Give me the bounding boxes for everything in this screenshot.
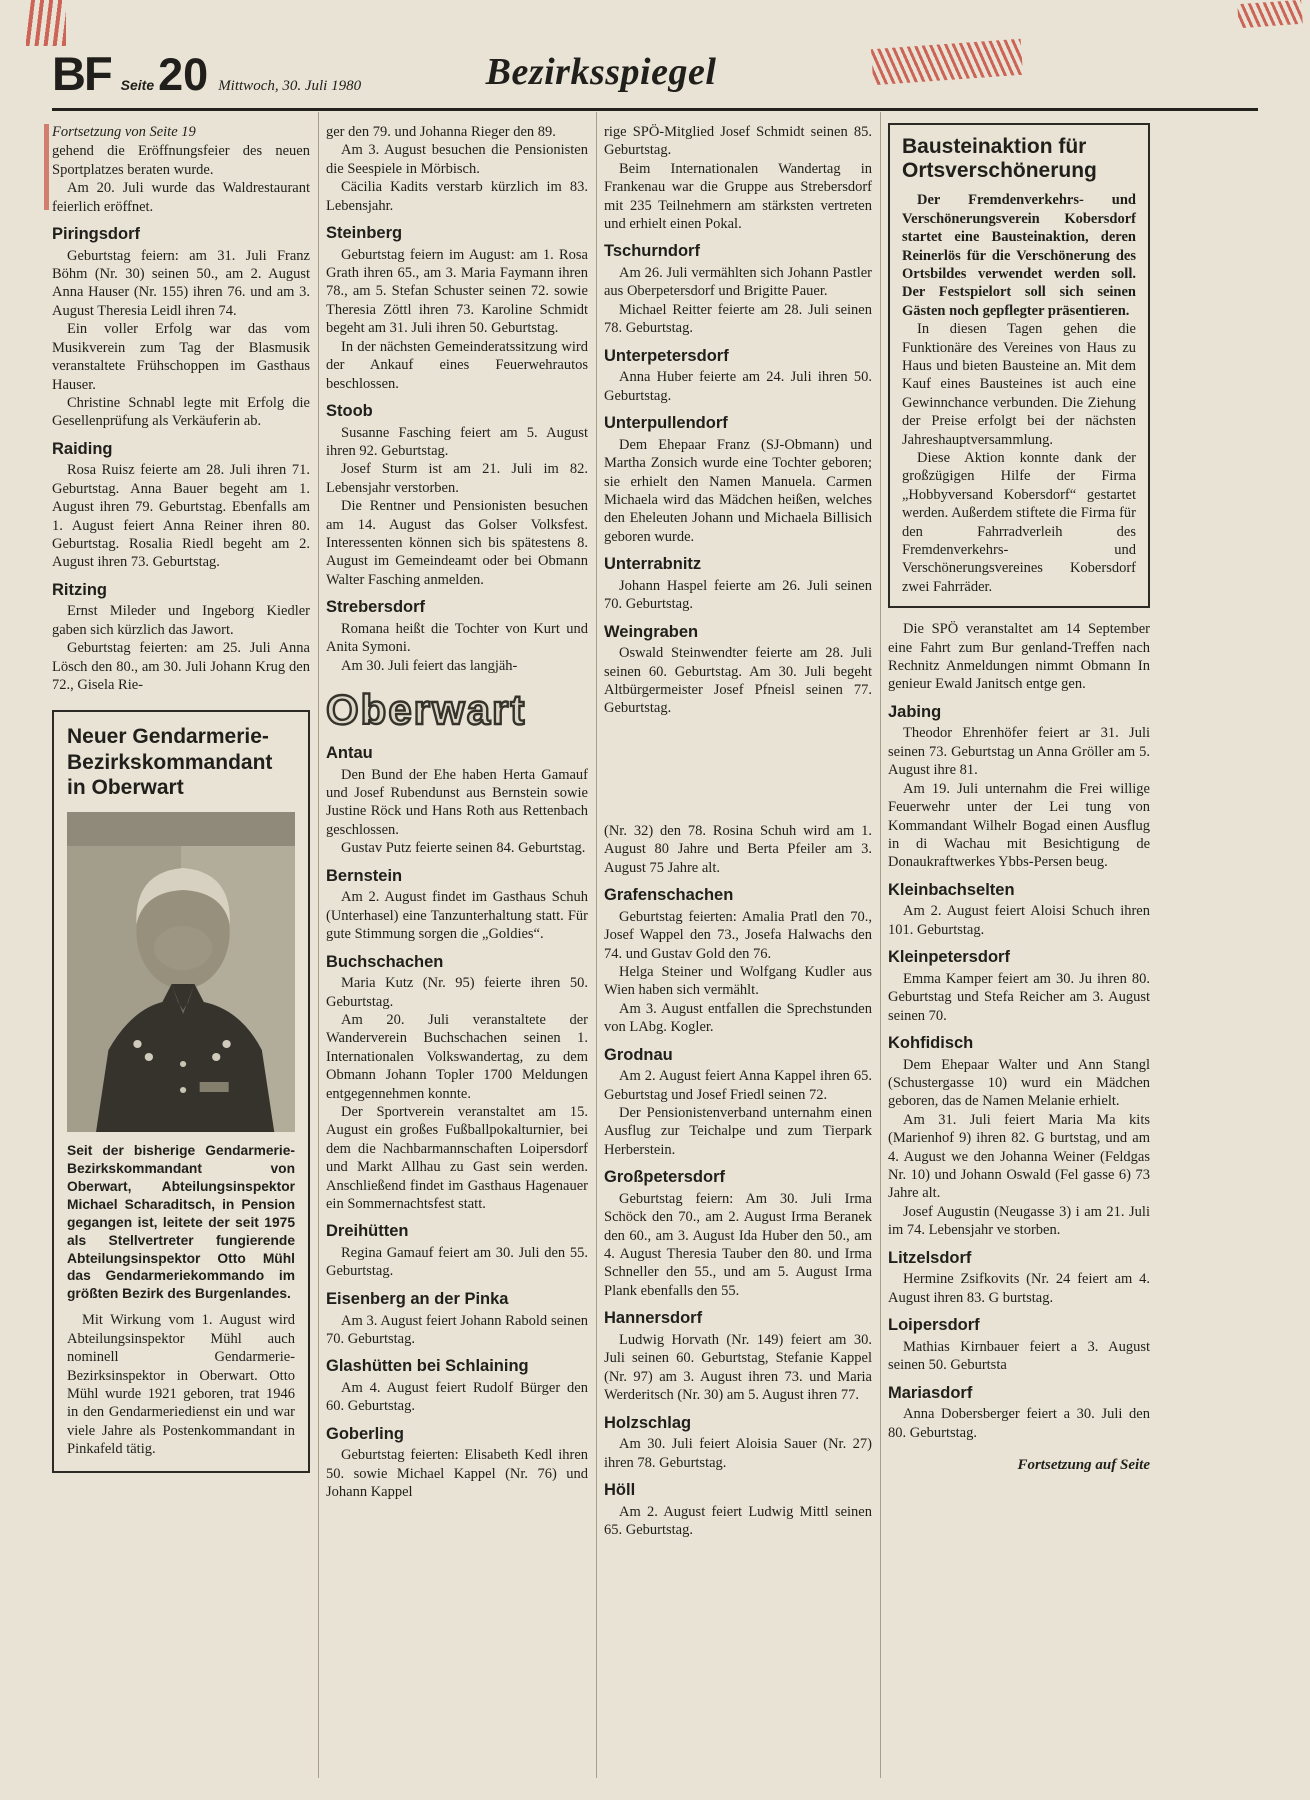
paragraph: gehend die Eröffnungsfeier des neuen Sportplatzes beraten wurde. — [52, 143, 310, 178]
article-title-line: in Oberwart — [67, 775, 184, 799]
masthead-rule — [52, 108, 1258, 111]
paragraph: ger den 79. und Johanna Rieger den 89. — [326, 124, 556, 140]
column-grid — [52, 123, 1258, 1539]
paragraph: Der Sportverein veranstaltet am 15. August ein großes Fußballpokalturnier, bei dem die Nachbarmannschaften Loipersdorf und Markt Allhau zu Gast sein werden. Anschließend findet im Gasthaus Hagenauer ein Sommernachtsfest statt. — [326, 1104, 588, 1213]
page-number: 20 — [158, 49, 209, 100]
section-heading: Unterpullendorf — [604, 414, 728, 433]
paragraph: Geburtstag feierten: Elisabeth Kedl ihren 50. sowie Michael Kappel (Nr. 76) und Johann Kappel — [326, 1447, 588, 1501]
paragraph: Gustav Putz feierte seinen 84. Geburtstag. — [341, 840, 586, 857]
section-heading: Großpetersdorf — [604, 1168, 726, 1187]
section-heading: Loipersdorf — [888, 1316, 980, 1335]
box-paragraph: In diesen Tagen gehen die Funktionäre des Vereines von Haus zu Haus und bieten Bausteine an. Mit dem Kauf eines Bausteines ist auch eine Gewinnchance verbunden. Die Ziehung der Preise erfolgt bei der nächsten Jahreshauptversammlung. — [902, 321, 1136, 448]
paragraph: Die Rentner und Pensionisten besuchen am 14. August das Golser Volksfest. Interessenten können sich bis spätestens 8. August im Gemeindeamt oder bei Obmann Walter Fasching anmelden. — [326, 498, 588, 588]
paragraph: Helga Steiner und Wolfgang Kudler aus Wien haben sich vermählt. — [604, 963, 872, 999]
paragraph: Am 20. Juli veranstaltete der Wanderverein Buchschachen seinen 1. Internationalen Volkswandertag, zu dem Obmann Johann Topler 1700 Meldungen entgegennehmen konnte. — [326, 1011, 588, 1102]
photo-caption: Seit der bisherige Gendarmerie-Bezirkskommandant von Oberwart, Abteilungsinspektor Michael Scharaditsch, in Pension gegangen ist, leitete der seit 1975 als Stellvertreter fungierende Abteilungsinspektor Otto Mühl das Gendarmeriekommando im größten Bezirk des Burgenlandes. — [67, 1143, 295, 1302]
box-title-line: Bausteinaktion für — [902, 135, 1087, 158]
masthead — [52, 47, 1258, 104]
paragraph: Am 31. Juli feiert Maria Ma kits (Marienhof 9) ihren 82. G burtstag, und am 4. August we den Johanna Weiner (Feldgas Nr. 10) und Johann Oswald (Fel gasse 6) 73 Jahre alt. — [888, 1111, 1150, 1202]
paragraph: Dem Ehepaar Franz (SJ-Obmann) und Martha Zonsich wurde eine Tochter geboren; sie erhielt den Namen Manuela. Carmen Michaela wird das Mädchen heißen, welches den Eheleuten Johann und Michaela Billisich geboren wurde. — [604, 436, 872, 545]
paragraph: Susanne Fasching feiert am 5. August ihren 92. Geburtstag. — [326, 424, 588, 459]
column-4 — [888, 123, 1150, 1490]
paper-logo: BF — [52, 47, 111, 100]
paragraph: Am 2. August feiert Ludwig Mittl seinen 65. Geburtstag. — [604, 1503, 872, 1538]
paragraph: Geburtstag feierten: Amalia Pratl den 70., Josef Wappel den 73., Josefa Halwachs den 74. und Gustav Gold den 76. — [604, 908, 872, 962]
paragraph: Regina Gamauf feiert am 30. Juli den 55. Geburtstag. — [326, 1245, 588, 1280]
section-heading: Litzelsdorf — [888, 1248, 972, 1267]
page-title: Bezirksspiegel — [485, 51, 717, 93]
paragraph: Am 2. August feiert Anna Kappel ihren 65. Geburtstag und Josef Friedl seinen 72. — [604, 1068, 872, 1103]
paragraph: Am 30. Juli feiert Aloisia Sauer (Nr. 27) ihren 78. Geburtstag. — [604, 1436, 872, 1471]
section-heading: Tschurndorf — [604, 242, 700, 261]
section-heading: Bernstein — [326, 866, 403, 885]
section-heading: Goberling — [326, 1424, 404, 1443]
section-heading: Holzschlag — [604, 1413, 692, 1432]
section-heading: Unterpetersdorf — [604, 346, 729, 365]
paragraph: Anna Dobersberger feiert a 30. Juli den 80. Geburtstag. — [888, 1406, 1150, 1441]
column-separator — [880, 112, 881, 1778]
section-heading: Höll — [604, 1480, 636, 1499]
section-heading: Grafenschachen — [604, 886, 734, 905]
paragraph: Am 26. Juli vermählten sich Johann Pastler aus Oberpetersdorf und Brigitte Pauer. — [604, 265, 872, 300]
paragraph: Geburtstag feiern: Am 30. Juli Irma Schöck den 70., am 2. August Irma Beranek den 60., am 3. August Ida Huber den 50., am 4. August Theresia Tauber den 80. und Irma Schneller den 55., und am 5. August Irma Plank ebenfalls den 55. — [604, 1190, 872, 1299]
paragraph: Geburtstag feiern im August: am 1. Rosa Grath ihren 65., am 3. Maria Faymann ihren 78., am 5. Stefan Schuster seinen 72. sowie Theresia Zöttl ihren 73. Karoline Schmidt begeht am 31. Juli ihren 50. Geburtstag. — [326, 246, 588, 337]
red-scan-mark — [1237, 0, 1303, 28]
section-heading: Antau — [326, 744, 373, 763]
paragraph: Am 3. August feiert Johann Rabold seinen 70. Geburtstag. — [326, 1312, 588, 1347]
paragraph: Josef Augustin (Neugasse 3) i am 21. Juli im 74. Lebensjahr ve storben. — [888, 1203, 1150, 1239]
paragraph: rige SPÖ-Mitglied Josef Schmidt seinen 85. Geburtstag. — [604, 124, 872, 159]
paragraph: Am 2. August findet im Gasthaus Schuh (Unterhasel) eine Tanzunterhaltung statt. Für gute Stimmung sorgen die „Goldies“. — [326, 889, 588, 943]
paragraph: Emma Kamper feiert am 30. Ju ihren 80. Geburtstag und Stefa Reicher am 3. August seinen 70. — [888, 970, 1150, 1024]
paragraph: (Nr. 32) den 78. Rosina Schuh wird am 1. August 80 Jahre und Berta Pfeiler am 3. August 75 Jahre alt. — [604, 822, 872, 876]
paragraph: Am 2. August feiert Aloisi Schuch ihren 101. Geburtstag. — [888, 903, 1150, 938]
paragraph: Geburtstag feierten: am 25. Juli Anna Lösch den 80., am 30. Juli Johann Krug den 72., Gisela Rie- — [52, 640, 310, 694]
paragraph: Anna Huber feierte am 24. Juli ihren 50. Geburtstag. — [604, 369, 872, 404]
box-lead-paragraph: Der Fremdenverkehrs- und Verschönerungsverein Kobersdorf startet eine Bausteinaktion, deren Reinerlös für die Verschönerung des Ortsbildes verwendet werden soll. Der Festspielort soll sich seinen Gästen noch gepflegter präsentieren. — [902, 192, 1136, 319]
section-heading: Kleinpetersdorf — [888, 948, 1010, 967]
article-title — [67, 724, 295, 800]
section-heading: Steinberg — [326, 224, 403, 243]
article-title-line: Bezirkskommandant — [67, 750, 273, 774]
red-scan-mark — [44, 124, 49, 210]
article-body: Mit Wirkung vom 1. August wird Abteilungsinspektor Mühl auch nominell Gendarmerie-Bezirksinspektor in Oberwart. Otto Mühl wurde 1921 geboren, trat 1946 in den Gendarmeriedienst ein und war viele Jahre als Postenkommandant in Pinkafeld tätig. — [67, 1312, 295, 1458]
paragraph: Geburtstag feiern: am 31. Juli Franz Böhm (Nr. 30) seinen 50., am 2. August Anna Hauser (Nr. 155) ihren 76. und am 3. August Theresia Leidl ihren 74. — [52, 247, 310, 319]
paragraph: Ein voller Erfolg war das vom Musikverein zum Tag der Blasmusik veranstaltete Frühschoppen im Gasthaus Hauser. — [52, 321, 310, 393]
continuation-note: Fortsetzung von Seite 19 — [52, 124, 196, 140]
section-heading: Ritzing — [52, 580, 107, 599]
paragraph: Johann Haspel feierte am 26. Juli seinen 70. Geburtstag. — [604, 577, 872, 613]
column-separator — [318, 112, 319, 1778]
section-heading: Buchschachen — [326, 952, 444, 971]
section-heading: Hannersdorf — [604, 1309, 703, 1328]
continued-on-note: Fortsetzung auf Seite — [1017, 1457, 1150, 1473]
paragraph: Romana heißt die Tochter von Kurt und Anita Symoni. — [326, 620, 588, 656]
paragraph: Ernst Mileder und Ingeborg Kiedler gaben sich kürzlich das Jawort. — [52, 603, 310, 638]
paragraph: Am 3. August besuchen die Pensionisten die Seespiele in Mörbisch. — [326, 142, 588, 177]
paragraph: Am 20. Juli wurde das Waldrestaurant feierlich eröffnet. — [52, 180, 310, 215]
section-heading: Raiding — [52, 439, 113, 458]
paragraph: Ludwig Horvath (Nr. 149) feiert am 30. Juli seinen 60. Geburtstag, Stefanie Kappel (Nr. 97) am 3. August ihren 73. und Maria Werderitsch (Nr. 30) am 5. August ihren 77. — [604, 1331, 872, 1404]
paragraph: Die SPÖ veranstaltet am 14 September eine Fahrt zum Bur genland-Treffen nach Rechnitz Anmeldungen nimmt Obmann In genieur Ewald Janitsch entge gen. — [888, 621, 1150, 693]
section-heading: Piringsdorf — [52, 225, 141, 244]
section-heading: Kohfidisch — [888, 1034, 974, 1052]
paragraph: Dem Ehepaar Walter und Ann Stangl (Schustergasse 10) wurd ein Mädchen geboren, das de Namen Melanie erhielt. — [888, 1056, 1150, 1110]
article-title-line: Neuer Gendarmerie- — [67, 725, 269, 749]
section-heading: Unterrabnitz — [604, 555, 702, 574]
baustein-box — [888, 123, 1150, 608]
seite-label: Seite — [120, 77, 155, 93]
paragraph: Christine Schnabl legte mit Erfolg die Gesellenprüfung als Verkäuferin ab. — [52, 394, 310, 430]
paragraph: Den Bund der Ehe haben Herta Gamauf und Josef Rubendunst aus Bernstein sowie Justine Röck und Hans Roth aus Rettenbach geschlossen. — [326, 766, 588, 838]
paragraph: Am 30. Juli feiert das langjäh- — [341, 657, 518, 674]
section-heading: Mariasdorf — [888, 1383, 973, 1402]
paragraph: Rosa Ruisz feierte am 28. Juli ihren 71. Geburtstag. Anna Bauer begeht am 1. August ihren 79. Geburtstag. Ebenfalls am 1. August feiert Anna Reiner ihren 80. Geburtstag. Rosalia Riedl begeht am 2. August ihren 73. Geburtstag. — [52, 462, 310, 571]
paragraph: Theodor Ehrenhöfer feiert ar 31. Juli seinen 73. Geburtstag un Anna Gröller am 5. August ihre 81. — [888, 725, 1150, 779]
section-heading: Jabing — [888, 702, 942, 721]
section-heading: Stoob — [326, 401, 373, 420]
paragraph: Michael Reitter feierte am 28. Juli seinen 78. Geburtstag. — [604, 301, 872, 337]
paragraph: Am 4. August feiert Rudolf Bürger den 60. Geburtstag. — [326, 1379, 588, 1415]
paragraph: Beim Internationalen Wandertag in Frankenau war die Gruppe aus Strebersdorf mit 235 Teilnehmern am stärksten vertreten und erhielt einen Pokal. — [604, 160, 872, 233]
paragraph: Am 3. August entfallen die Sprechstunden von LAbg. Kogler. — [604, 1000, 872, 1036]
box-title — [902, 135, 1136, 183]
section-heading: Eisenberg an der Pinka — [326, 1289, 509, 1308]
paragraph: Der Pensionistenverband unternahm einen Ausflug zur Teichalpe und zum Tierpark Herberstein. — [604, 1105, 872, 1158]
section-heading: Glashütten bei Schlaining — [326, 1357, 529, 1376]
column-3 — [604, 123, 872, 1539]
column-2 — [326, 123, 588, 1502]
portrait-photo — [67, 812, 295, 1132]
portrait-illustration — [67, 812, 295, 1132]
section-heading: Strebersdorf — [326, 598, 426, 617]
paragraph: Cäcilia Kadits verstarb kürzlich im 83. Lebensjahr. — [326, 179, 588, 214]
section-heading: Grodnau — [604, 1045, 673, 1064]
paragraph: Josef Sturm ist am 21. Juli im 82. Lebensjahr verstorben. — [326, 461, 588, 496]
paragraph: Oswald Steinwendter feierte am 28. Juli seinen 60. Geburtstag. Am 30. Juli begeht Altbürgermeister Josef Pfneisl seinen 77. Geburtstag. — [604, 645, 872, 717]
paragraph: Maria Kutz (Nr. 95) feierte ihren 50. Geburtstag. — [326, 975, 588, 1010]
section-heading: Kleinbachselten — [888, 880, 1015, 899]
issue-date: Mittwoch, 30. Juli 1980 — [218, 78, 362, 94]
column-gap — [604, 718, 872, 822]
section-heading: Dreihütten — [326, 1222, 409, 1241]
section-heading: Weingraben — [604, 622, 699, 641]
column-separator — [596, 112, 597, 1778]
region-banner: Oberwart — [326, 686, 527, 734]
box-paragraph: Diese Aktion konnte dank der großzügigen Hilfe der Firma „Hobbyversand Kobersdorf“ gestartet werden. Außerdem stiftete die Firma für den Fahrradverleih des Fremdenverkehrs- und Verschönerungsvereines Kobersdorf zwei Fahrräder. — [902, 449, 1136, 595]
gendarmerie-article-box — [52, 710, 310, 1472]
paragraph: Am 19. Juli unternahm die Frei willige Feuerwehr unter der Lei tung von Kommandant Wilhelr Bogad einen Ausflug in di Wachau mit Besichtigung de Donaukraftwerkes Ybbs-Persen beug. — [888, 780, 1150, 871]
red-scan-mark — [26, 0, 66, 46]
paragraph: In der nächsten Gemeinderatssitzung wird der Ankauf eines Feuerwehrautos beschlossen. — [326, 338, 588, 392]
column-1 — [52, 123, 310, 1473]
paragraph: Hermine Zsifkovits (Nr. 24 feiert am 4. August ihren 83. G burtstag. — [888, 1271, 1150, 1306]
paragraph: Mathias Kirnbauer feiert a 3. August seinen 50. Geburtsta — [888, 1338, 1150, 1374]
box-title-line: Ortsverschönerung — [902, 159, 1097, 183]
